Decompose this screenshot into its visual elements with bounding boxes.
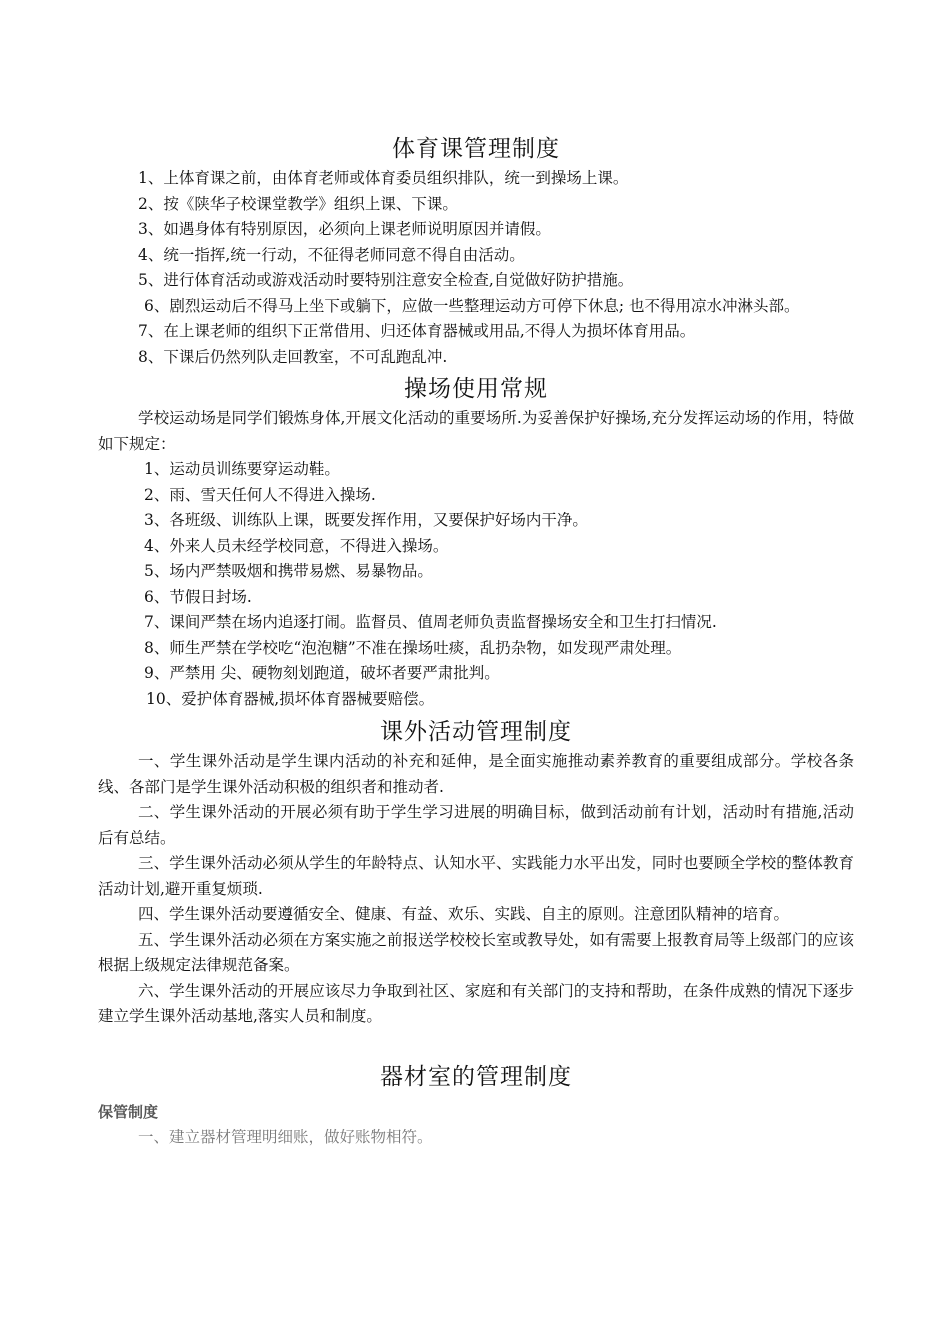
playground-intro: 学校运动场是同学们锻炼身体,开展文化活动的重要场所.为妥善保护好操场,充分发挥运动场的作用，特做如下规定：: [98, 409, 854, 453]
list-item: 3、各班级、训练队上课，既要发挥作用，又要保护好场内干净。: [144, 511, 588, 529]
paragraph: 五、学生课外活动必须在方案实施之前报送学校校长室或教导处，如有需要上报教育局等上级部门的应该根据上级规定法律规范备案。: [98, 930, 854, 974]
list-item: 2、按《陕华子校课堂教学》组织上课、下课。: [138, 194, 458, 213]
paragraph: 三、学生课外活动必须从学生的年龄特点、认知水平、实践能力水平出发，同时也要顾全学校的整体教育活动计划,避开重复烦琐.: [98, 854, 854, 898]
list-item: 一、建立器材管理明细账，做好账物相符。: [138, 1128, 433, 1146]
extracurricular-rules: [98, 749, 854, 1030]
list-item: 10、爱护体育器械,损坏体育器械要赔偿。: [146, 689, 435, 708]
list-item: 6、剧烈运动后不得马上坐下或躺下，应做一些整理运动方可停下休息; 也不得用凉水冲淋头部。: [144, 296, 800, 315]
playground-rules: [98, 457, 854, 712]
section-title-pe-class: 体育课管理制度: [392, 136, 560, 162]
paragraph: 二、学生课外活动的开展必须有助于学生学习进展的明确目标，做到活动前有计划，活动时有措施,活动后有总结。: [98, 803, 854, 847]
list-item: 2、雨、雪天任何人不得进入操场.: [144, 485, 376, 504]
list-item: 1、运动员训练要穿运动鞋。: [144, 460, 340, 478]
section-title-playground: 操场使用常规: [404, 376, 548, 402]
list-item: 9、严禁用 尖、硬物刻划跑道，破坏者要严肃批判。: [144, 664, 500, 682]
list-item: 3、如遇身体有特别原因，必须向上课老师说明原因并请假。: [138, 220, 551, 238]
list-item: 5、进行体育活动或游戏活动时要特别注意安全检查,自觉做好防护措施。: [138, 271, 634, 289]
section-title-extracurricular: 课外活动管理制度: [380, 719, 572, 745]
list-item: 7、在上课老师的组织下正常借用、归还体育器械或用品,不得人为损坏体育用品。: [138, 322, 696, 340]
paragraph: 一、学生课外活动是学生课内活动的补充和延伸，是全面实施推动素养教育的重要组成部分。学校各条线、各部门是学生课外活动积极的组织者和推动者.: [98, 752, 854, 796]
list-item: 7、课间严禁在场内追逐打闹。监督员、值周老师负责监督操场安全和卫生打扫情况.: [144, 613, 717, 631]
list-item: 6、节假日封场.: [144, 587, 252, 606]
list-item: 4、统一指挥,统一行动，不征得老师同意不得自由活动。: [138, 245, 525, 264]
subheading-storage: 保管制度: [98, 1102, 159, 1121]
list-item: 8、师生严禁在学校吃“泡泡糖”不准在操场吐痰，乱扔杂物，如发现严肃处理。: [144, 638, 682, 657]
list-item: 8、下课后仍然列队走回教室，不可乱跑乱冲.: [138, 347, 448, 366]
pe-class-rules: [98, 166, 854, 370]
paragraph: 四、学生课外活动要遵循安全、健康、有益、欢乐、实践、自主的原则。注意团队精神的培育。: [138, 905, 790, 923]
document-page: [98, 120, 854, 1151]
list-item: 1、上体育课之前，由体育老师或体育委员组织排队，统一到操场上课。: [138, 169, 629, 187]
paragraph: 六、学生课外活动的开展应该尽力争取到社区、家庭和有关部门的支持和帮助，在条件成熟的情况下逐步建立学生课外活动基地,落实人员和制度。: [98, 981, 854, 1025]
section-title-equipment-room: 器材室的管理制度: [380, 1063, 572, 1090]
list-item: 4、外来人员未经学校同意，不得进入操场。: [144, 536, 449, 555]
list-item: 5、场内严禁吸烟和携带易燃、易暴物品。: [144, 562, 433, 580]
